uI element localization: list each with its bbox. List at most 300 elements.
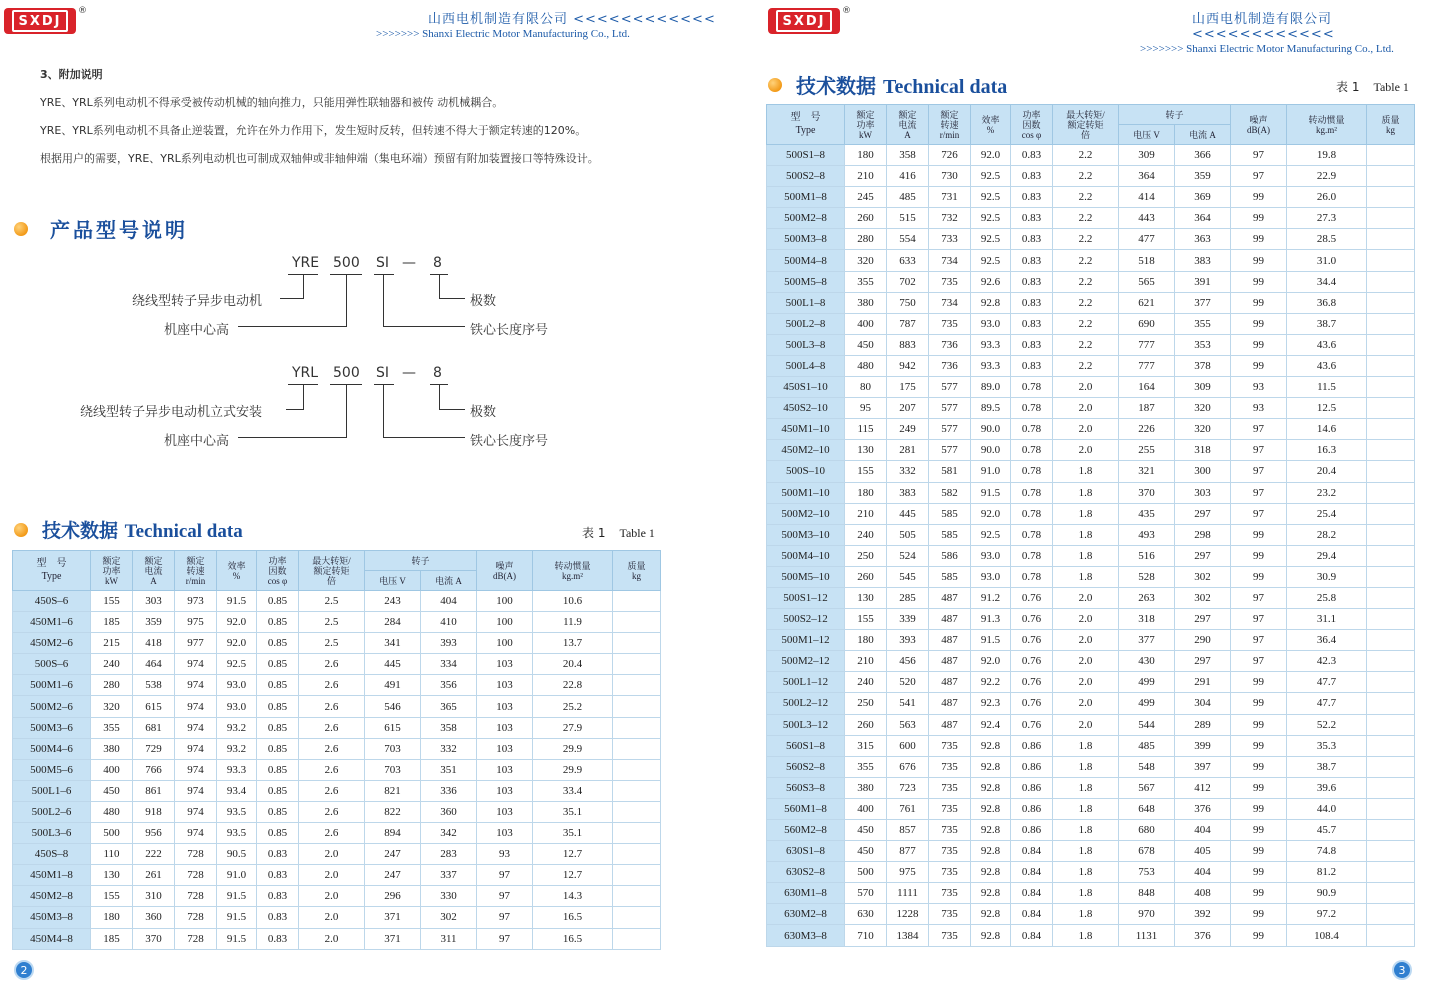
table-row: [767, 862, 1415, 883]
table-cell: 318: [1119, 609, 1175, 630]
technical-data-table-left: [12, 550, 661, 950]
table-cell: [1367, 609, 1415, 630]
table-cell: 1.8: [1053, 925, 1119, 946]
table-cell: 45.7: [1287, 820, 1367, 841]
table-cell: 450: [845, 841, 887, 862]
table-cell: 303: [133, 591, 175, 612]
additional-notes: [40, 66, 599, 178]
table-cell: 2.2: [1053, 313, 1119, 334]
table-cell: 548: [1119, 756, 1175, 777]
table-cell: 702: [887, 271, 929, 292]
table-row: [767, 524, 1415, 545]
model-cell: 630M2–8: [767, 904, 845, 925]
table-caption-left: [582, 524, 655, 541]
table-row: [767, 377, 1415, 398]
table-cell: 0.83: [257, 886, 299, 907]
table-cell: 240: [91, 654, 133, 675]
table-cell: 2.0: [1053, 693, 1119, 714]
table-cell: 93: [1231, 377, 1287, 398]
table-cell: 280: [91, 675, 133, 696]
table-cell: 2.0: [299, 886, 365, 907]
table-cell: 103: [477, 696, 533, 717]
model-cell: 500L2–8: [767, 313, 845, 334]
table-cell: [1367, 187, 1415, 208]
table-row: [767, 672, 1415, 693]
table-cell: 92.5: [971, 166, 1011, 187]
table-cell: 29.9: [533, 759, 613, 780]
table-cell: [1367, 777, 1415, 798]
table-cell: 97: [1231, 419, 1287, 440]
table-cell: 2.0: [299, 907, 365, 928]
table-cell: [1367, 798, 1415, 819]
table-cell: 761: [887, 798, 929, 819]
table-cell: 2.0: [1053, 377, 1119, 398]
table-cell: 676: [887, 756, 929, 777]
table-row: [13, 886, 661, 907]
model-cell: 500S–6: [13, 654, 91, 675]
table-cell: 487: [929, 693, 971, 714]
model-cell: 500L3–12: [767, 714, 845, 735]
table-cell: 180: [91, 907, 133, 928]
table-cell: 493: [1119, 524, 1175, 545]
table-cell: 27.3: [1287, 208, 1367, 229]
table-cell: 92.8: [971, 904, 1011, 925]
table-cell: 97: [1231, 461, 1287, 482]
table-cell: 297: [1175, 503, 1231, 524]
table-cell: 0.85: [257, 696, 299, 717]
table-cell: 400: [91, 759, 133, 780]
table-cell: [1367, 566, 1415, 587]
table-cell: 515: [887, 208, 929, 229]
table-cell: 247: [365, 844, 421, 865]
table-row: [767, 187, 1415, 208]
note-2: YRE、YRL系列电动机不具备止逆装置，允许在外力作用下，发生短时反转，但转速不得大于额定转速的120%。: [40, 124, 587, 137]
table-cell: 99: [1231, 672, 1287, 693]
table-cell: 320: [845, 250, 887, 271]
table-cell: [1367, 651, 1415, 672]
table-row: [767, 630, 1415, 651]
table-cell: 247: [365, 865, 421, 886]
table-cell: 92.0: [217, 633, 257, 654]
table-row: [767, 145, 1415, 166]
model2-poles: 8: [433, 365, 442, 381]
header-rv: 电压 V: [1119, 125, 1175, 145]
header-eff: 效率 %: [971, 105, 1011, 145]
tech-title-en: Technical data: [882, 76, 1008, 98]
table-cell: 0.76: [1011, 693, 1053, 714]
table-row: [13, 612, 661, 633]
table-cell: 735: [929, 777, 971, 798]
model2-core-label: 铁心长度序号: [470, 434, 549, 449]
table-cell: 0.86: [1011, 777, 1053, 798]
table-cell: 1384: [887, 925, 929, 946]
table-cell: 215: [91, 633, 133, 654]
table-cell: [1367, 166, 1415, 187]
table-cell: 99: [1231, 292, 1287, 313]
company-logo: [768, 8, 840, 34]
header-noise: 噪声 dB(A): [1231, 105, 1287, 145]
table-cell: 974: [175, 654, 217, 675]
table-cell: 93.0: [217, 696, 257, 717]
table-cell: 377: [1175, 292, 1231, 313]
model-cell: 500L3–6: [13, 823, 91, 844]
table-cell: 289: [1175, 714, 1231, 735]
table-cell: 93.3: [971, 355, 1011, 376]
table-cell: [613, 591, 661, 612]
table-cell: 383: [1175, 250, 1231, 271]
table-cell: 90.0: [971, 419, 1011, 440]
table-cell: 0.78: [1011, 419, 1053, 440]
table-cell: 2.6: [299, 654, 365, 675]
header-type-cn: 型 号: [790, 112, 821, 123]
table-cell: 397: [1175, 756, 1231, 777]
table-cell: 92.8: [971, 883, 1011, 904]
table-cell: 615: [365, 717, 421, 738]
table-row: [13, 675, 661, 696]
table-cell: 92.6: [971, 271, 1011, 292]
table-row: [767, 714, 1415, 735]
table-cell: 412: [1175, 777, 1231, 798]
table-cell: 516: [1119, 545, 1175, 566]
table-cell: 108.4: [1287, 925, 1367, 946]
table-cell: 358: [887, 145, 929, 166]
table-cell: 0.85: [257, 823, 299, 844]
table-cell: 0.83: [1011, 292, 1053, 313]
model-cell: 560M1–8: [767, 798, 845, 819]
table-cell: 97: [477, 928, 533, 949]
table-cell: 22.8: [533, 675, 613, 696]
table-cell: 633: [887, 250, 929, 271]
tech-section-title-right: [768, 70, 1007, 99]
table-cell: 703: [365, 738, 421, 759]
model-cell: 500L2–12: [767, 693, 845, 714]
table-cell: 487: [929, 587, 971, 608]
table-cell: 97: [477, 907, 533, 928]
table-cell: 25.2: [533, 696, 613, 717]
table-cell: 0.84: [1011, 925, 1053, 946]
model-cell: 500L1–8: [767, 292, 845, 313]
table-cell: 735: [929, 841, 971, 862]
table-cell: 93.5: [217, 801, 257, 822]
table-cell: 445: [365, 654, 421, 675]
header-torque: 最大转矩/ 额定转矩 倍: [1053, 105, 1119, 145]
table-cell: 103: [477, 654, 533, 675]
model-section-title: [14, 214, 188, 243]
table-cell: 28.2: [1287, 524, 1367, 545]
table-cell: 0.83: [1011, 166, 1053, 187]
table-cell: [613, 738, 661, 759]
table-cell: [613, 823, 661, 844]
table-cell: 371: [365, 907, 421, 928]
table-cell: 39.6: [1287, 777, 1367, 798]
table-cell: 520: [887, 672, 929, 693]
header-ra: 电流 A: [421, 571, 477, 591]
model1-series: YRE: [292, 255, 320, 271]
table-cell: [1367, 271, 1415, 292]
table-cell: 99: [1231, 271, 1287, 292]
table-cell: [1367, 229, 1415, 250]
model1-core-label: 铁心长度序号: [470, 323, 549, 338]
table-cell: 600: [887, 735, 929, 756]
table-cell: 735: [929, 904, 971, 925]
table-row: [767, 229, 1415, 250]
table-cell: 565: [1119, 271, 1175, 292]
model-cell: 500L1–12: [767, 672, 845, 693]
table-cell: 19.8: [1287, 145, 1367, 166]
table-cell: 20.4: [533, 654, 613, 675]
table-cell: 391: [1175, 271, 1231, 292]
table-row: [767, 820, 1415, 841]
table-cell: 187: [1119, 398, 1175, 419]
table-cell: 736: [929, 334, 971, 355]
table-cell: 2.2: [1053, 208, 1119, 229]
header-speed: 额定 转速 r/min: [175, 551, 217, 591]
table-cell: 115: [845, 419, 887, 440]
header-rv: 电压 V: [365, 571, 421, 591]
table-cell: 974: [175, 738, 217, 759]
model-cell: 500M4–6: [13, 738, 91, 759]
model-cell: 500M2–8: [767, 208, 845, 229]
table-cell: 31.1: [1287, 609, 1367, 630]
table-cell: [613, 801, 661, 822]
table-cell: 263: [1119, 587, 1175, 608]
table-cell: 35.1: [533, 823, 613, 844]
table-row: [767, 904, 1415, 925]
model-title: 产品型号说明: [50, 218, 188, 242]
table-cell: 260: [845, 566, 887, 587]
table-cell: 974: [175, 759, 217, 780]
table-cell: 541: [887, 693, 929, 714]
table-cell: 2.2: [1053, 334, 1119, 355]
table-cell: 392: [1175, 904, 1231, 925]
table-cell: 245: [845, 187, 887, 208]
table-row: [13, 696, 661, 717]
table-cell: 0.76: [1011, 714, 1053, 735]
table-cell: 355: [91, 717, 133, 738]
table-cell: 371: [365, 928, 421, 949]
table-cell: 0.78: [1011, 503, 1053, 524]
table-cell: 320: [1175, 398, 1231, 419]
table-cell: [1367, 145, 1415, 166]
table-row: [767, 756, 1415, 777]
table-cell: 300: [1175, 461, 1231, 482]
table-cell: 280: [845, 229, 887, 250]
model-cell: 500M3–10: [767, 524, 845, 545]
table-cell: 538: [133, 675, 175, 696]
table-cell: 22.9: [1287, 166, 1367, 187]
table-cell: 485: [887, 187, 929, 208]
table-cell: 291: [1175, 672, 1231, 693]
model-cell: 560M2–8: [767, 820, 845, 841]
table-cell: 35.3: [1287, 735, 1367, 756]
table-cell: 222: [133, 844, 175, 865]
header-rotor: 转子: [1119, 105, 1231, 125]
table-cell: 2.0: [1053, 714, 1119, 735]
table-row: [767, 334, 1415, 355]
table-cell: 185: [91, 928, 133, 949]
table-cell: 260: [845, 714, 887, 735]
table-cell: 410: [421, 612, 477, 633]
table-cell: 877: [887, 841, 929, 862]
model-cell: 500M1–12: [767, 630, 845, 651]
model-cell: 500M1–8: [767, 187, 845, 208]
table-cell: 1.8: [1053, 777, 1119, 798]
table-cell: 450: [845, 820, 887, 841]
table-cell: 456: [887, 651, 929, 672]
table-cell: 0.83: [257, 844, 299, 865]
table-cell: 25.4: [1287, 503, 1367, 524]
table-cell: 164: [1119, 377, 1175, 398]
table-cell: 103: [477, 738, 533, 759]
table-cell: 0.86: [1011, 735, 1053, 756]
table-cell: [1367, 904, 1415, 925]
table-cell: 93: [1231, 398, 1287, 419]
table-cell: 393: [421, 633, 477, 654]
table-cell: 1.8: [1053, 904, 1119, 925]
table-cell: 857: [887, 820, 929, 841]
table-cell: 731: [929, 187, 971, 208]
table-cell: 680: [1119, 820, 1175, 841]
table-cell: 92.0: [971, 503, 1011, 524]
table-cell: 383: [887, 482, 929, 503]
table-cell: 750: [887, 292, 929, 313]
model-cell: 450S–8: [13, 844, 91, 865]
table-caption-right: [1336, 78, 1409, 95]
header-current: 额定 电流 A: [133, 551, 175, 591]
table-cell: [613, 675, 661, 696]
table-cell: 91.5: [971, 630, 1011, 651]
table-row: [767, 355, 1415, 376]
model2-series: YRL: [292, 365, 319, 381]
table-cell: 585: [929, 503, 971, 524]
table-cell: 210: [845, 166, 887, 187]
table-cell: [1367, 355, 1415, 376]
table-cell: 99: [1231, 883, 1287, 904]
table-cell: 0.83: [257, 907, 299, 928]
table-cell: 14.3: [533, 886, 613, 907]
table-cell: 93: [477, 844, 533, 865]
table-cell: 0.85: [257, 738, 299, 759]
table-cell: 339: [887, 609, 929, 630]
table-cell: 956: [133, 823, 175, 844]
table-cell: 370: [1119, 482, 1175, 503]
table-cell: [1367, 693, 1415, 714]
table-cell: 155: [845, 609, 887, 630]
table-cell: 0.78: [1011, 524, 1053, 545]
table-cell: 92.8: [971, 862, 1011, 883]
table-cell: 93.0: [971, 313, 1011, 334]
tech-title-cn: 技术数据: [796, 74, 876, 98]
table-cell: 92.5: [971, 524, 1011, 545]
table-cell: 2.0: [299, 928, 365, 949]
table-cell: 99: [1231, 841, 1287, 862]
model-cell: 450M4–8: [13, 928, 91, 949]
table-cell: 1.8: [1053, 798, 1119, 819]
company-name-cn: 山西电机制造有限公司 <<<<<<<<<<<<: [428, 12, 716, 27]
table-cell: 42.3: [1287, 651, 1367, 672]
table-cell: 103: [477, 801, 533, 822]
table-caption-cn: 表 1: [1336, 80, 1360, 94]
table-cell: 341: [365, 633, 421, 654]
model-cell: 560S2–8: [767, 756, 845, 777]
table-cell: 180: [845, 482, 887, 503]
table-cell: 848: [1119, 883, 1175, 904]
table-cell: 100: [477, 591, 533, 612]
table-cell: 0.76: [1011, 609, 1053, 630]
model1-core: SI: [376, 255, 390, 271]
table-cell: 366: [1175, 145, 1231, 166]
table-row: [767, 503, 1415, 524]
model-cell: 500M5–8: [767, 271, 845, 292]
header-ra: 电流 A: [1175, 125, 1231, 145]
table-cell: 97: [1231, 503, 1287, 524]
table-cell: 0.86: [1011, 756, 1053, 777]
table-cell: 404: [1175, 862, 1231, 883]
table-cell: 99: [1231, 524, 1287, 545]
table-cell: 12.5: [1287, 398, 1367, 419]
model-cell: 560S1–8: [767, 735, 845, 756]
table-cell: [613, 759, 661, 780]
table-cell: 942: [887, 355, 929, 376]
table-cell: 400: [845, 798, 887, 819]
table-cell: 359: [133, 612, 175, 633]
table-cell: 577: [929, 377, 971, 398]
table-cell: 369: [1175, 187, 1231, 208]
table-cell: 0.78: [1011, 398, 1053, 419]
table-cell: 418: [133, 633, 175, 654]
table-cell: 735: [929, 862, 971, 883]
page-number-left: 2: [14, 960, 34, 980]
table-cell: 351: [421, 759, 477, 780]
model1-height: 500: [333, 255, 360, 271]
table-cell: 0.83: [1011, 250, 1053, 271]
model-cell: 500M2–6: [13, 696, 91, 717]
table-cell: 298: [1175, 524, 1231, 545]
table-cell: [1367, 461, 1415, 482]
table-cell: 92.0: [971, 145, 1011, 166]
table-cell: 430: [1119, 651, 1175, 672]
table-cell: 500: [845, 862, 887, 883]
table-cell: 0.83: [1011, 334, 1053, 355]
table-cell: 728: [175, 865, 217, 886]
table-row: [767, 292, 1415, 313]
table-cell: 822: [365, 801, 421, 822]
table-cell: 281: [887, 440, 929, 461]
table-cell: 974: [175, 823, 217, 844]
table-cell: 766: [133, 759, 175, 780]
table-row: [767, 925, 1415, 946]
table-cell: 2.6: [299, 823, 365, 844]
table-row: [13, 844, 661, 865]
table-cell: 545: [887, 566, 929, 587]
table-cell: 726: [929, 145, 971, 166]
table-cell: 250: [845, 693, 887, 714]
table-cell: [1367, 419, 1415, 440]
table-cell: 883: [887, 334, 929, 355]
table-cell: 0.85: [257, 654, 299, 675]
table-cell: 0.78: [1011, 440, 1053, 461]
table-cell: 975: [175, 612, 217, 633]
table-cell: 318: [1175, 440, 1231, 461]
table-cell: 734: [929, 250, 971, 271]
table-cell: 332: [887, 461, 929, 482]
table-cell: [1367, 545, 1415, 566]
table-cell: 546: [365, 696, 421, 717]
table-cell: 11.5: [1287, 377, 1367, 398]
table-cell: 2.6: [299, 717, 365, 738]
table-cell: 180: [845, 630, 887, 651]
table-cell: 90.9: [1287, 883, 1367, 904]
